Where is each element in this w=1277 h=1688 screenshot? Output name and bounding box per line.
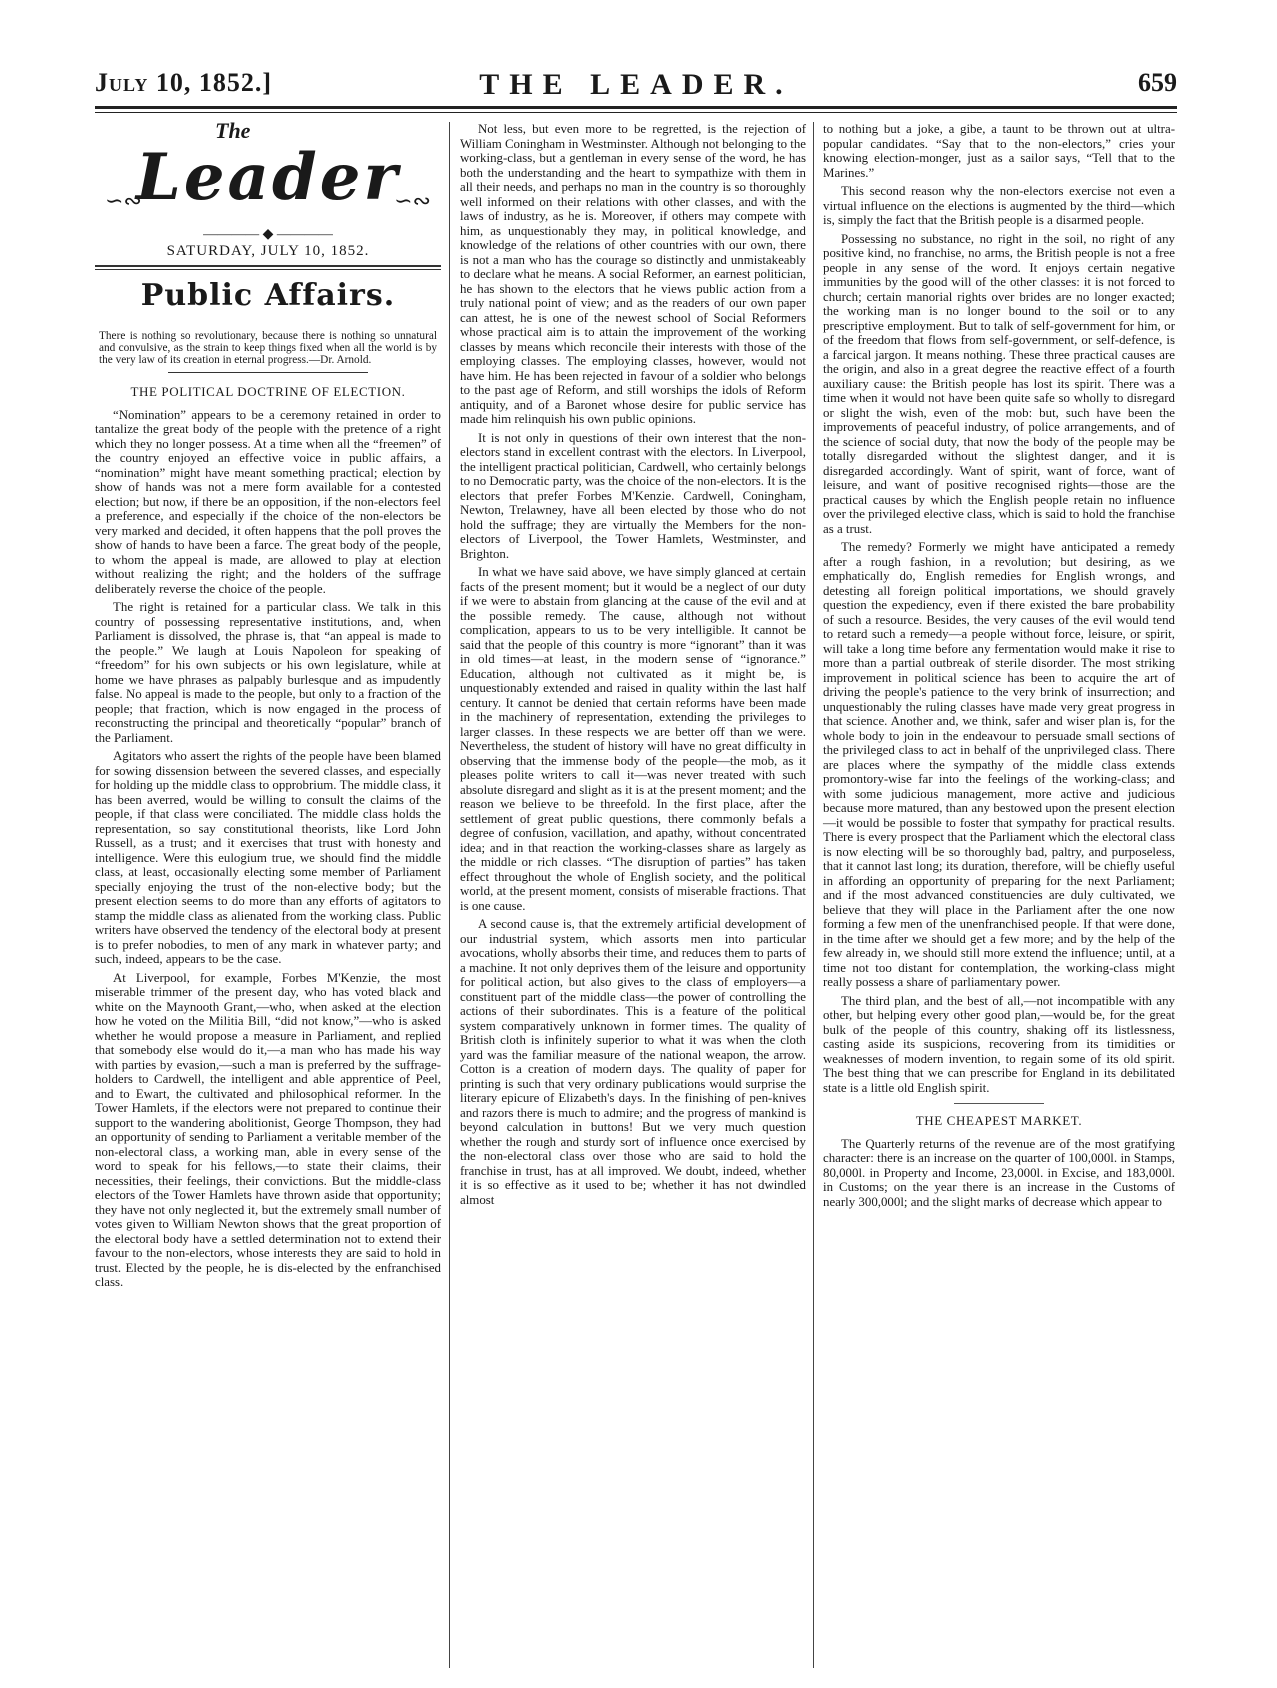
column-1 — [95, 118, 441, 1294]
page-header — [95, 68, 1177, 108]
paragraph: The remedy? Formerly we might have anticipated a remedy after a rough fashion, in a revolution; but desiring, as we emphatically do, English remedies for English wrongs, and detesting all foreign political importations, we should gravely question the expediency, even if there existed the bare probability of such a resource. Besides, the very causes of the evil would tend to retard such a remedy—a people without force, leisure, or spirit, will take a long time before any fermentation would make it rise to more than a partial outbreak of sterile disorder. The most striking improvement in political science has been to acquire the art of driving the people's patience to the very brink of insurrection; and unquestionably the ruling classes have made very great progress in that science. Another and, we think, safer and wiser plan is, for the whole body to join in the endeavour to persuade small sections of the privileged class to act in behalf of the unprivileged class. There are places where the sympathy of the middle class extends promontory-wise far into the feelings of the working-class; and with some judicious management, more active and judicious because more matured, than any bestowed upon the present election—it would be possible to foster that sympathy for practical results. There is every prospect that the Parliament which the electoral class is now electing will be so thoroughly bad, paltry, and purposeless, that it cannot last long; its duration, therefore, will be chiefly useful in affording an opportunity of preparing for the next Parliament; and if the most advanced constituencies are duly cultivated, we believe that they will place in the Parliament after the one now forming a few men of the unenfranchised people. If that were done, in the time after we should get a few more; and by the help of the few already in, we should still more extend the influence; until, at a time not too distant for contemplation, the working-class might really possess a share of parliamentary power. — [823, 540, 1175, 989]
header-rule-thick — [95, 106, 1177, 109]
paragraph: Not less, but even more to be regretted, is the rejection of William Coningham in Westminster. Although not belonging to the working-class, but a gentleman in every sense of the word, he has both the understanding and the heart to sympathize with them in all their needs, and perhaps no man in the country is so thoroughly well informed on their relations with other classes, and with the laws of industry, as he is. Moreover, if others may compete with him, as unquestionably they may, in political knowledge, and knowledge of the relations of other countries with our own, there is not a man who has the courage so distinctly and unmistakeably to declare what he means. A social Reformer, an earnest politician, he has shown to the electors that he views public action from a truly national point of view; and as the readers of our own paper can attest, he is one of the newest school of Social Reformers whose practical aim is to attain the improvement of the working classes by means which reconcile their interests with those of the employing classes. The employing classes, however, would not have him. He has been rejected in favour of a soldier who belongs to the past age of Reform, and still worships the idols of Reform antiquity, and of a Baronet whose desire for public service has made him relinquish his own public opinions. — [460, 122, 806, 426]
header-rule-thin — [95, 112, 1177, 113]
dateline-rule — [95, 265, 441, 270]
masthead-the: The — [215, 118, 251, 143]
section-title: Public Affairs. — [140, 277, 396, 313]
paragraph: The Quarterly returns of the revenue are of the most gratifying character: there is an increase on the quarter of 100,000l. in Stamps, 80,000l. in Property and Income, 23,000l. in Excise, and 183,000l. in Customs; on the year there is an increase in the Customs of nearly 300,000l; and the slight marks of decrease which appear to — [823, 1136, 1175, 1209]
header-title: THE LEADER. — [479, 68, 793, 101]
column-3 — [823, 122, 1175, 1213]
column-divider — [813, 122, 814, 1668]
scroll-ornament-icon: ∽∾ — [394, 188, 431, 213]
paragraph: “Nomination” appears to be a ceremony retained in order to tantalize the great body of the people with the pretence of a right which they no longer possess. At a time when all the “freemen” of the country enjoyed an effective voice in public affairs, a “nomination” might have meant something practical; election by show of hands was not a mere form available for a contested election; but now, if there be an opposition, if the non-electors feel a preference, and especially if the choice of the non-electors be very marked and decided, it often happens that the poll proves the show of hands to have been a farce. The great body of the people, to whom the appeal is made, are allowed to play at election without realizing the right; and the holders of the suffrage deliberately reverse the choice of the people. — [95, 407, 441, 596]
column-divider — [449, 122, 450, 1668]
masthead-name: Leader — [135, 140, 401, 215]
diamond-ornament-icon: ———— ◆ ———— — [203, 227, 333, 242]
paragraph: In what we have said above, we have simply glanced at certain facts of the present moment; but it would be a neglect of our duty if we were to abstain from glancing at the cause of the evil and at the possible remedy. The cause, although not without complication, appears to us to be very intelligible. It cannot be said that the people of this country is more “ignorant” than it was in old times—at least, in the modern sense of “ignorance.” Education, although not cultivated as it might be, is unquestionably extended and raised in quality within the last half century. It cannot be denied that certain reforms have been made in the machinery of representation, extending the privileges to larger classes. In these respects we are better off than we were. Nevertheless, the student of history will have no great difficulty in observing that the immense body of the people—the mob, as it pleases polite writers to call it—was never treated with such absolute disregard and slight as it is at the present moment; and the reason we believe to be threefold. In the first place, after the settlement of great public questions, there commonly befals a degree of confusion, vacillation, and apathy, without concentrated idea; and in that reaction the working-classes share as largely as the middle or rich classes. “The disruption of parties” has taken effect throughout the whole of English society, and the political world, at the present moment, consists of miserable fractions. That is one cause. — [460, 565, 806, 913]
scroll-ornament-icon: ∽∾ — [105, 188, 142, 213]
paragraph: A second cause is, that the extremely artificial development of our industrial system, which assorts men into particular avocations, wholly absorbs their time, and reduces them to parts of a machine. It not only deprives them of the leisure and opportunity for political action, but also gives to the class of employers—a constituent part of the middle class—the power of controlling the actions of their subordinates. This is a feature of the political system comparatively unknown in former times. The quality of British cloth is infinitely superior to what it was when the cloth yard was the familiar measure of the national weapon, the arrow. Cotton is a creation of modern days. The quality of paper for printing is such that very ordinary publications would surprise the literary epicure of Elizabeth's days. In the finishing of pen-knives and razors there is much to admire; and the progress of mankind is beyond calculation in buttons! But we very much question whether the rough and sturdy sort of influence once exercised by the non-electoral class over those who are said to hold the franchise in trust, has at all improved. We doubt, indeed, whether it is so effective as it used to be; whether it has not dwindled almost — [460, 917, 806, 1207]
masthead-logo — [95, 118, 441, 234]
section-rule — [954, 1103, 1044, 1104]
paragraph: Possessing no substance, no right in the soil, no right of any positive kind, no franchise, no arms, the British people is not a free people in any sense of the word. It enjoys certain negative immunities by the good will of the other classes: it is not forced to church; certain manorial rights over brides are no longer exacted; the working man is no longer bound to the soil or to any prescriptive employment. But to talk of self-government for him, or of the freedom that flows from self-government, or self-defence, is a farcical jargon. It means nothing. These three practical causes are the origin, and also in a great degree the reactive effect of a fourth auxiliary cause: the British people has lost its spirit. There was a time when it would not have been quite safe so wholly to disregard or slight the wish, even of the mob: but, such have been the improvements of peaceful industry, of police arrangements, and of the science of social duty, that now the body of the people may be totally disregarded without the slightest danger, and it is disregarded accordingly. Want of spirit, want of force, want of leisure, and want of positive recognised rights—those are the practical causes by which the English people retain no influence over the privileged elective class, which is said to hold the franchise as a trust. — [823, 231, 1175, 536]
paragraph: At Liverpool, for example, Forbes M'Kenzie, the most miserable trimmer of the present day, who has voted black and white on the Maynooth Grant,—who, when asked at the election how he voted on the Militia Bill, “did not know,”—who is asked whether he would propose a measure in Parliament, and replied that somebody else would do it,—a man who has made his way with parties by evasion,—such a man is preferred by the suffrage-holders to Cardwell, the intelligent and able apprentice of Peel, and to Ewart, the cultivated and philosophical reformer. In the Tower Hamlets, if the electors were not prepared to continue their support to the wandering abolitionist, George Thompson, they had an opportunity of sending to Parliament a veritable member of the non-electoral class, a working man, able in every sense of the word to speak for his fellows,—to state their claims, their necessities, their feelings, their convictions. But the middle-class electors of the Tower Hamlets have thrown aside that opportunity; they have not only neglected it, but the extremely small number of votes given to William Newton shows that the great proportion of the electoral body have a settled determination not to extend their favour to the non-electors, whose interests they are said to hold in trust. Elected by the people, he is dis-elected by the enfranchised class. — [95, 970, 441, 1290]
paragraph: Agitators who assert the rights of the people have been blamed for sowing dissension between the severed classes, and especially for holding up the middle class to opprobrium. The middle class, it has been averred, would be willing to consult the claims of the people, if that class were conciliated. The middle class holds the representation, so say constitutional theorists, like Lord John Russell, as a trust; and it exercises that trust with honesty and intelligence. Were this eulogium true, we should find the middle class, at least, occasionally electing some member of Parliament specially enjoying the trust of the non-elective body; but the present election seems to do more than any efforts of agitators to stamp the middle class as alienated from the working class. Public writers have observed the tendency of the electoral body at present is to prefer nobodies, to men of any mark in whatever party; and such, indeed, appears to be the case. — [95, 749, 441, 967]
paragraph: to nothing but a joke, a gibe, a taunt to be thrown out at ultra-popular candidates. “Say that to the non-electors,” cries your knowing election-monger, just as a sailor says, “Tell that to the Marines.” — [823, 122, 1175, 180]
header-date: July 10, 1852.] — [95, 68, 273, 97]
paragraph: The right is retained for a particular class. We talk in this country of possessing representative institutions, and, when Parliament is dissolved, the phrase is, that “an appeal is made to the people.” We laugh at Louis Napoleon for speaking of “freedom” for his own subjects or his own legislature, while at home we have phrases as palpably burlesque and as impudently false. No appeal is made to the people, but only to a fraction of the people; that fraction, which is now engaged in the process of reconstructing the principal and theoretically “popular” branch of the Parliament. — [95, 600, 441, 745]
paragraph: This second reason why the non-electors exercise not even a virtual influence on the elections is augmented by the third—which is, simply the fact that the British people is a disarmed people. — [823, 184, 1175, 227]
epigraph-rule — [168, 372, 368, 373]
paragraph: The third plan, and the best of all,—not incompatible with any other, but helping every other good plan,—would be, for the great bulk of the people of this country, shaking off its listlessness, casting aside its suspicions, recovering from its timidities or weaknesses of modern invention, to regain some of its old spirit. The best thing that we can prescribe for England in its debilitated state is a little old English spirit. — [823, 993, 1175, 1095]
section-heading: THE CHEAPEST MARKET. — [915, 1113, 1083, 1128]
masthead-dateline: SATURDAY, JULY 10, 1852. — [166, 243, 370, 259]
header-page-number: 659 — [1138, 68, 1177, 97]
epigraph: There is nothing so revolutionary, because there is nothing so unnatural and convulsive, as the strain to keep things fixed when all the world is by the very law of its creation in eternal progress.—Dr. Arnold. — [99, 329, 437, 367]
paragraph: It is not only in questions of their own interest that the non-electors stand in excellent contrast with the electors. In Liverpool, the intelligent practical politician, Cardwell, who certainly belongs to no Democratic party, was the choice of the non-electors. It is the electors that prefer Forbes M'Kenzie. Cardwell, Coningham, Newton, Trelawney, have all been elected by those who do not hold the suffrage; they are virtually the Members for the non-electors of Liverpool, the Tower Hamlets, Westminster, and Brighton. — [460, 430, 806, 561]
column-2 — [460, 122, 806, 1211]
article-title: THE POLITICAL DOCTRINE OF ELECTION. — [130, 384, 406, 400]
